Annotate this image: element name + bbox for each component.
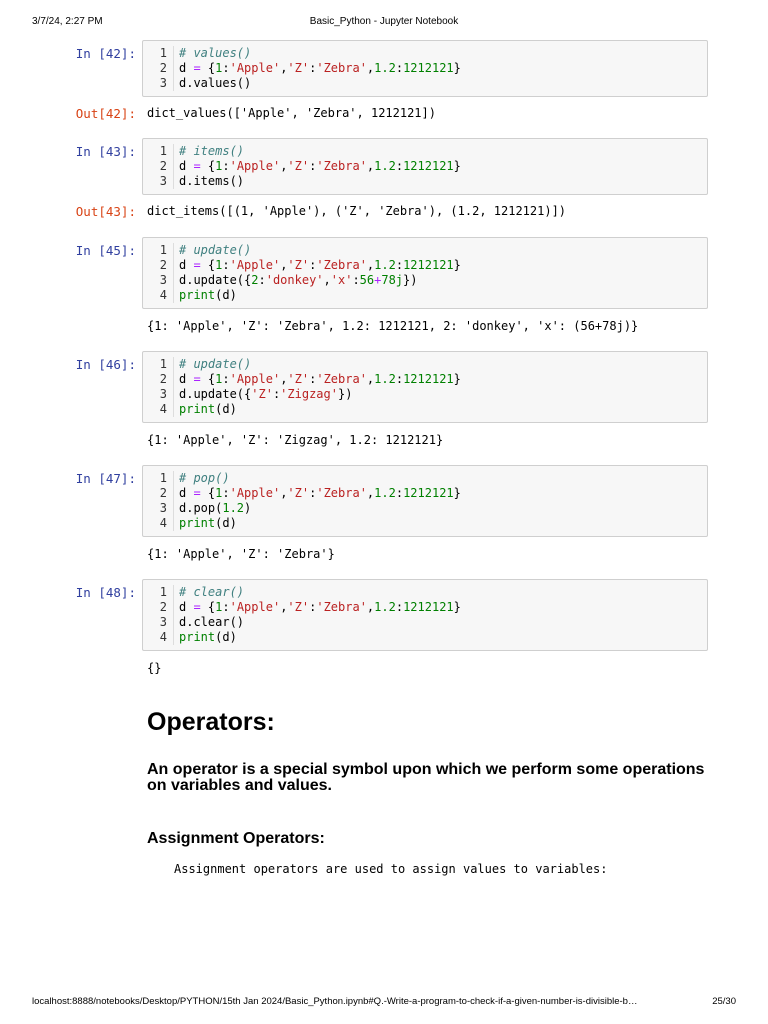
code-line: 1 # pop() (159, 471, 230, 485)
cell-output: {1: 'Apple', 'Z': 'Zebra'} (147, 547, 335, 561)
cell-output: {1: 'Apple', 'Z': 'Zigzag', 1.2: 1212121} (147, 433, 444, 447)
subsection-heading: Assignment Operators: (147, 830, 325, 847)
code-line: 3 d.update({2:'donkey','x':56+78j}) (159, 273, 418, 287)
code-line: 2 d = {1:'Apple','Z':'Zebra',1.2:1212121} (159, 372, 461, 386)
code-line: 4 print(d) (159, 630, 237, 644)
in-prompt: In [43]: (75, 144, 136, 159)
code-line: 2 d = {1:'Apple','Z':'Zebra',1.2:1212121} (159, 486, 461, 500)
in-prompt: In [45]: (75, 243, 136, 258)
code-line: 1 # update() (159, 357, 252, 371)
code-editor[interactable] (142, 579, 708, 651)
print-datetime: 3/7/24, 2:27 PM (32, 16, 103, 27)
page-number: 25/30 (712, 996, 736, 1007)
cell-output: {1: 'Apple', 'Z': 'Zebra', 1.2: 1212121, 2: 'donkey', 'x': (56+78j)} (147, 319, 639, 333)
print-title: Basic_Python - Jupyter Notebook (309, 16, 459, 27)
code-editor[interactable] (142, 465, 708, 537)
out-prompt: Out[43]: (75, 204, 136, 219)
code-line: 2 d = {1:'Apple','Z':'Zebra',1.2:1212121} (159, 600, 461, 614)
code-line: 1 # clear() (159, 585, 245, 599)
section-heading: Operators: (147, 708, 275, 736)
code-line: 3 d.pop(1.2) (159, 501, 252, 515)
in-prompt: In [46]: (75, 357, 136, 372)
section-subheading: An operator is a special symbol upon which we perform some operations on variables and values. (147, 761, 705, 794)
in-prompt: In [42]: (75, 46, 136, 61)
print-url: localhost:8888/notebooks/Desktop/PYTHON/15th Jan 2024/Basic_Python.ipynb#Q.-Write-a-program-to-check-if-a-given-number-is-divisible-b… (32, 996, 638, 1007)
code-editor[interactable] (142, 351, 708, 423)
code-line: 2 d = {1:'Apple','Z':'Zebra',1.2:1212121} (159, 61, 461, 75)
code-line: 3 d.values() (159, 76, 252, 90)
code-editor[interactable] (142, 40, 708, 97)
code-line: 2 d = {1:'Apple','Z':'Zebra',1.2:1212121} (159, 258, 461, 272)
code-line: 4 print(d) (159, 402, 237, 416)
code-line: 3 d.update({'Z':'Zigzag'}) (159, 387, 353, 401)
code-line: 4 print(d) (159, 516, 237, 530)
subsection-description: Assignment operators are used to assign values to variables: (174, 862, 608, 876)
out-prompt: Out[42]: (75, 106, 136, 121)
cell-output: dict_values(['Apple', 'Zebra', 1212121]) (147, 106, 436, 120)
code-editor[interactable] (142, 138, 708, 195)
in-prompt: In [48]: (75, 585, 136, 600)
cell-output: {} (147, 661, 162, 675)
code-line: 1 # update() (159, 243, 252, 257)
code-line: 1 # items() (159, 144, 245, 158)
code-line: 3 d.clear() (159, 615, 245, 629)
code-line: 4 print(d) (159, 288, 237, 302)
code-line: 1 # values() (159, 46, 252, 60)
code-line: 2 d = {1:'Apple','Z':'Zebra',1.2:1212121} (159, 159, 461, 173)
in-prompt: In [47]: (75, 471, 136, 486)
code-editor[interactable] (142, 237, 708, 309)
cell-output: dict_items([(1, 'Apple'), ('Z', 'Zebra'), (1.2, 1212121)]) (147, 204, 567, 218)
code-line: 3 d.items() (159, 174, 245, 188)
